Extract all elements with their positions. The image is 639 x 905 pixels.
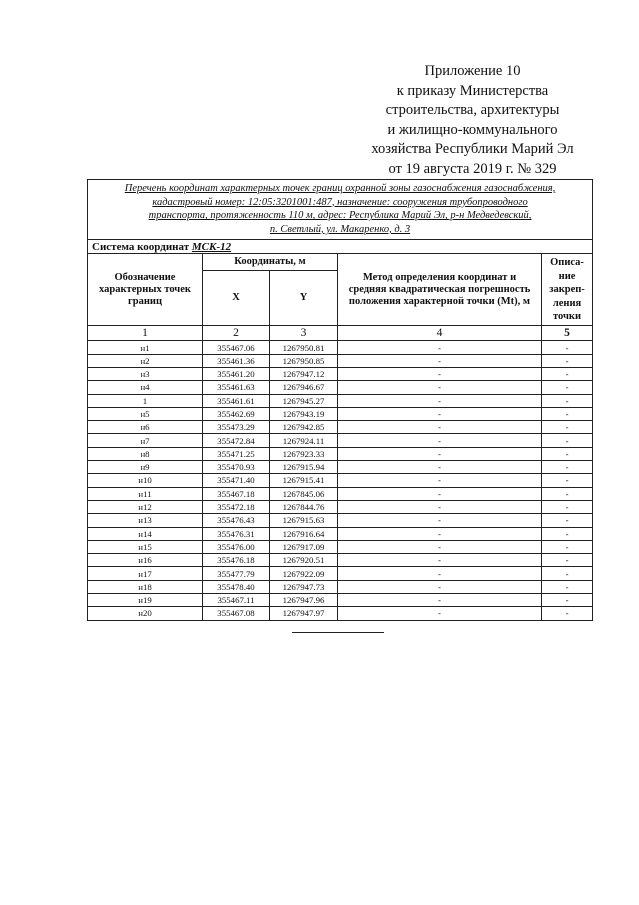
column-numbers-row bbox=[88, 326, 593, 341]
method-cell: - bbox=[338, 367, 542, 380]
x-cell: 355470.93 bbox=[203, 461, 270, 474]
x-cell: 355476.43 bbox=[203, 514, 270, 527]
method-cell: - bbox=[338, 594, 542, 607]
appendix-line: и жилищно-коммунального bbox=[387, 121, 558, 138]
title-line: транспорта, протяженность 110 м, адрес: Республика Марий Эл, р-н Медведевский, bbox=[148, 210, 532, 222]
table-row bbox=[88, 421, 593, 434]
table-row bbox=[88, 394, 593, 407]
point-cell: н11 bbox=[88, 487, 203, 500]
y-cell: 1267917.09 bbox=[270, 540, 338, 553]
table-row bbox=[88, 474, 593, 487]
method-cell: - bbox=[338, 381, 542, 394]
y-cell: 1267915.94 bbox=[270, 461, 338, 474]
coordinates-table bbox=[87, 179, 593, 621]
table-row bbox=[88, 461, 593, 474]
table-row bbox=[88, 527, 593, 540]
method-cell: - bbox=[338, 474, 542, 487]
method-cell: - bbox=[338, 407, 542, 420]
table-row bbox=[88, 540, 593, 553]
description-cell: - bbox=[542, 381, 593, 394]
x-cell: 355467.08 bbox=[203, 607, 270, 620]
header-designation: Обозначение характерных точек границ bbox=[88, 254, 203, 326]
description-cell: - bbox=[542, 487, 593, 500]
description-cell: - bbox=[542, 474, 593, 487]
x-cell: 355476.31 bbox=[203, 527, 270, 540]
x-cell: 355476.00 bbox=[203, 540, 270, 553]
description-cell: - bbox=[542, 567, 593, 580]
table-row bbox=[88, 434, 593, 447]
x-cell: 355473.29 bbox=[203, 421, 270, 434]
y-cell: 1267845.06 bbox=[270, 487, 338, 500]
description-cell: - bbox=[542, 461, 593, 474]
point-cell: н17 bbox=[88, 567, 203, 580]
table-row bbox=[88, 381, 593, 394]
point-cell: н2 bbox=[88, 354, 203, 367]
y-cell: 1267947.12 bbox=[270, 367, 338, 380]
y-cell: 1267947.73 bbox=[270, 580, 338, 593]
x-cell: 355476.18 bbox=[203, 554, 270, 567]
y-cell: 1267920.51 bbox=[270, 554, 338, 567]
x-cell: 355478.40 bbox=[203, 580, 270, 593]
description-cell: - bbox=[542, 554, 593, 567]
x-cell: 355471.25 bbox=[203, 447, 270, 460]
appendix-line: строительства, архитектуры bbox=[385, 102, 560, 118]
method-cell: - bbox=[338, 354, 542, 367]
y-cell: 1267947.96 bbox=[270, 594, 338, 607]
y-cell: 1267915.63 bbox=[270, 514, 338, 527]
appendix-line: от 19 августа 2019 г. № 329 bbox=[388, 160, 557, 177]
description-cell: - bbox=[542, 341, 593, 354]
table-title bbox=[88, 180, 593, 240]
separator-line bbox=[292, 632, 384, 633]
method-cell: - bbox=[338, 394, 542, 407]
appendix-header bbox=[330, 62, 615, 179]
table-row bbox=[88, 407, 593, 420]
y-cell: 1267844.76 bbox=[270, 500, 338, 513]
y-cell: 1267946.67 bbox=[270, 381, 338, 394]
description-cell: - bbox=[542, 447, 593, 460]
description-cell: - bbox=[542, 527, 593, 540]
point-cell: н10 bbox=[88, 474, 203, 487]
y-cell: 1267922.09 bbox=[270, 567, 338, 580]
y-cell: 1267915.41 bbox=[270, 474, 338, 487]
x-cell: 355472.18 bbox=[203, 500, 270, 513]
point-cell: 1 bbox=[88, 394, 203, 407]
description-cell: - bbox=[542, 354, 593, 367]
column-number: 5 bbox=[542, 326, 593, 341]
method-cell: - bbox=[338, 527, 542, 540]
appendix-line: к приказу Министерства bbox=[396, 82, 549, 99]
description-cell: - bbox=[542, 607, 593, 620]
appendix-line: хозяйства Республики Марий Эл bbox=[371, 141, 574, 157]
x-cell: 355472.84 bbox=[203, 434, 270, 447]
method-cell: - bbox=[338, 421, 542, 434]
y-cell: 1267947.97 bbox=[270, 607, 338, 620]
x-cell: 355467.06 bbox=[203, 341, 270, 354]
table-row bbox=[88, 500, 593, 513]
description-cell: - bbox=[542, 434, 593, 447]
coordinate-system-label: Система координат bbox=[92, 240, 192, 253]
description-cell: - bbox=[542, 514, 593, 527]
method-cell: - bbox=[338, 461, 542, 474]
y-cell: 1267945.27 bbox=[270, 394, 338, 407]
table-row bbox=[88, 567, 593, 580]
description-cell: - bbox=[542, 394, 593, 407]
header-method: Метод определения координат и средняя квадратическая погрешность положения характерной точки (Mt), м bbox=[338, 254, 542, 326]
point-cell: н3 bbox=[88, 367, 203, 380]
table-row bbox=[88, 580, 593, 593]
point-cell: н19 bbox=[88, 594, 203, 607]
description-cell: - bbox=[542, 594, 593, 607]
x-cell: 355477.79 bbox=[203, 567, 270, 580]
x-cell: 355461.61 bbox=[203, 394, 270, 407]
point-cell: н20 bbox=[88, 607, 203, 620]
method-cell: - bbox=[338, 567, 542, 580]
point-cell: н8 bbox=[88, 447, 203, 460]
title-line: п. Светлый, ул. Макаренко, д. 3 bbox=[269, 223, 411, 235]
method-cell: - bbox=[338, 487, 542, 500]
point-cell: н13 bbox=[88, 514, 203, 527]
point-cell: н6 bbox=[88, 421, 203, 434]
table-row bbox=[88, 354, 593, 367]
method-cell: - bbox=[338, 554, 542, 567]
point-cell: н5 bbox=[88, 407, 203, 420]
x-cell: 355461.63 bbox=[203, 381, 270, 394]
method-cell: - bbox=[338, 580, 542, 593]
y-cell: 1267950.81 bbox=[270, 341, 338, 354]
x-cell: 355461.36 bbox=[203, 354, 270, 367]
y-cell: 1267950.85 bbox=[270, 354, 338, 367]
point-cell: н1 bbox=[88, 341, 203, 354]
method-cell: - bbox=[338, 514, 542, 527]
table-row bbox=[88, 487, 593, 500]
table-row bbox=[88, 607, 593, 620]
table-row bbox=[88, 554, 593, 567]
point-cell: н9 bbox=[88, 461, 203, 474]
description-cell: - bbox=[542, 407, 593, 420]
point-cell: н7 bbox=[88, 434, 203, 447]
point-cell: н4 bbox=[88, 381, 203, 394]
column-number: 3 bbox=[270, 326, 338, 341]
header-x: X bbox=[203, 271, 270, 326]
header-description: Описа-ние закреп-ления точки bbox=[542, 254, 593, 326]
x-cell: 355462.69 bbox=[203, 407, 270, 420]
x-cell: 355467.18 bbox=[203, 487, 270, 500]
method-cell: - bbox=[338, 447, 542, 460]
description-cell: - bbox=[542, 367, 593, 380]
coordinate-system bbox=[88, 240, 593, 254]
point-cell: н14 bbox=[88, 527, 203, 540]
title-line: кадастровый номер: 12:05:3201001:487, назначение: сооружения трубопроводного bbox=[152, 196, 528, 208]
title-line: Перечень координат характерных точек границ охранной зоны газоснабжения газоснабжения, bbox=[124, 183, 556, 194]
table-row bbox=[88, 447, 593, 460]
description-cell: - bbox=[542, 421, 593, 434]
header-coordinates: Координаты, м bbox=[203, 254, 338, 271]
method-cell: - bbox=[338, 434, 542, 447]
column-number: 2 bbox=[203, 326, 270, 341]
table-row bbox=[88, 367, 593, 380]
description-cell: - bbox=[542, 580, 593, 593]
y-cell: 1267942.85 bbox=[270, 421, 338, 434]
appendix-line: Приложение 10 bbox=[424, 63, 521, 79]
description-cell: - bbox=[542, 500, 593, 513]
table-row bbox=[88, 514, 593, 527]
table-row bbox=[88, 594, 593, 607]
point-cell: н12 bbox=[88, 500, 203, 513]
y-cell: 1267943.19 bbox=[270, 407, 338, 420]
x-cell: 355467.11 bbox=[203, 594, 270, 607]
method-cell: - bbox=[338, 341, 542, 354]
method-cell: - bbox=[338, 500, 542, 513]
table-row bbox=[88, 341, 593, 354]
coordinate-system-value: МСК-12 bbox=[191, 240, 232, 253]
header-y: Y bbox=[270, 271, 338, 326]
column-number: 1 bbox=[88, 326, 203, 341]
point-cell: н15 bbox=[88, 540, 203, 553]
x-cell: 355471.40 bbox=[203, 474, 270, 487]
y-cell: 1267916.64 bbox=[270, 527, 338, 540]
y-cell: 1267924.11 bbox=[270, 434, 338, 447]
point-cell: н16 bbox=[88, 554, 203, 567]
point-cell: н18 bbox=[88, 580, 203, 593]
method-cell: - bbox=[338, 607, 542, 620]
x-cell: 355461.20 bbox=[203, 367, 270, 380]
method-cell: - bbox=[338, 540, 542, 553]
description-cell: - bbox=[542, 540, 593, 553]
y-cell: 1267923.33 bbox=[270, 447, 338, 460]
column-number: 4 bbox=[338, 326, 542, 341]
